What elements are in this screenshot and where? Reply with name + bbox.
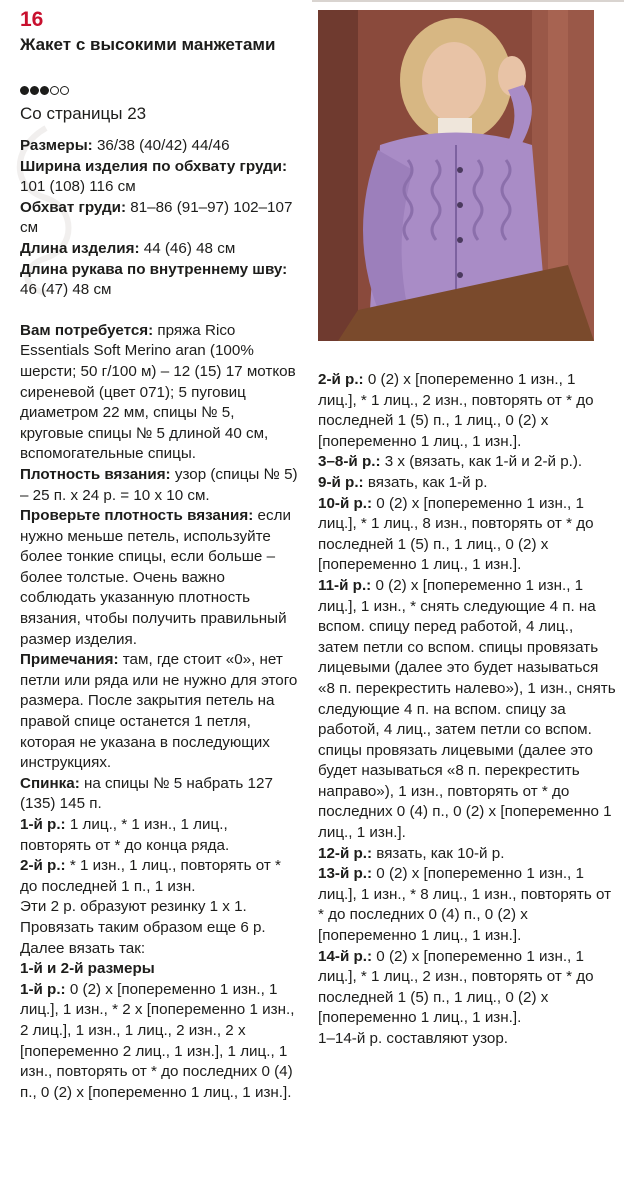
row-paragraph: 9-й р.: вязать, как 1-й р. [318, 473, 488, 491]
difficulty-dot-filled [30, 86, 39, 95]
difficulty-dot-empty [60, 86, 69, 95]
pattern-note: 1–14-й р. составляют узор. [318, 1030, 509, 1047]
row-paragraph: 1-й р.: 0 (2) х [попеременно 1 изн., 1 лиц.], 1 изн., * 2 х [попеременно 1 изн., 2 лиц.], 1 изн., 1 лиц., 2 изн., 2 х [попеременно 2 лиц., 1 изн.], 1 лиц., 1 изн., повторять от * до последних 0 (4) п., 0 (2) х [попеременно 1 лиц., 1 изн.]. [20, 980, 295, 1101]
top-rule [312, 0, 624, 2]
difficulty-rating [20, 86, 69, 95]
back-paragraph: Спинка: на спицы № 5 набрать 127 (135) 145 п. [20, 774, 273, 813]
model-photo-illustration [318, 10, 594, 341]
row-paragraph: 13-й р.: 0 (2) х [попеременно 1 изн., 1 лиц.], 1 изн., * 8 лиц., 1 изн., повторять от * до последних 0 (4) п., 0 (2) х [попеременно 1 лиц., 1 изн.]. [318, 865, 612, 945]
pattern-title: Жакет с высокими манжетами [20, 35, 276, 54]
sizes-line: Размеры: 36/38 (40/42) 44/46 [20, 137, 230, 154]
row-paragraph: 11-й р.: 0 (2) х [попеременно 1 изн., 1 лиц.], 1 изн., * снять следующие 4 п. на вспом. спицу перед работой, 4 лиц., затем петли со вспом. спицы провязать лицевыми (далее это будет называться «8 п. перекрестить налево»), 1 изн., снять следующие 4 п. на вспом. спицу за работой, 4 лиц., затем петли со вспом. спицы провязать лицевыми (далее это будет называться «8 п. перекрестить направо»), 1 изн., повторять от * до последних 0 (4) п., 0 (2) х [попеременно 1 лиц., 1 изн.]. [318, 576, 616, 842]
chest-line: Обхват груди: 81–86 (91–97) 102–107 см [20, 198, 293, 237]
pattern-number: 16 [20, 8, 44, 31]
check-gauge-paragraph: Проверьте плотность вязания: если нужно меньше петель, используйте более тонкие спицы, если больше – более толстые. Очень важно соблюдать указанную плотность вязания, чтобы получить правильный размер изделия. [20, 507, 291, 648]
row-paragraph: 2-й р.: * 1 изн., 1 лиц., повторять от * до последней 1 п., 1 изн. [20, 857, 281, 895]
right-column [318, 370, 618, 1050]
row-paragraph: 14-й р.: 0 (2) х [попеременно 1 изн., 1 лиц.], * 1 лиц., 2 изн., повторять от * до последней 1 (5) п., 1 лиц., 0 (2) х [попеременно 1 лиц., 1 изн.]. [318, 947, 594, 1027]
notes-paragraph: Примечания: там, где стоит «0», нет петли или ряда или не нужно для этого размера. После закрытия петель на правой спице останется 1 петля, которая не указана в последующих инструкциях. [20, 651, 298, 772]
row-paragraph: 3–8-й р.: 3 х (вязать, как 1-й и 2-й р.). [318, 453, 583, 471]
width-line: Ширина изделия по обхвату груди: 101 (108) 116 см [20, 157, 288, 196]
length-line: Длина изделия: 44 (46) 48 см [20, 239, 236, 257]
materials-paragraph: Вам потребуется: пряжа Rico Essentials Soft Merino aran (100% шерсти; 50 г/100 м) – 12 (15) 17 мотков сиреневой (цвет 071); 5 пуговиц диаметром 22 мм, спицы № 5, круговые спицы № 5 длиной 40 см, вспомогательные спицы. [20, 321, 296, 463]
rib-note: Эти 2 р. образуют резинку 1 х 1. Провязать таким образом еще 6 р. Далее вязать так: [20, 898, 266, 957]
source-page: Со страницы 23 [20, 104, 147, 123]
difficulty-dot-filled [20, 86, 29, 95]
difficulty-dot-empty [50, 86, 59, 95]
model-photo [318, 10, 594, 341]
difficulty-dot-filled [40, 86, 49, 95]
left-column [20, 136, 302, 1103]
row-paragraph: 1-й р.: 1 лиц., * 1 изн., 1 лиц., повторять от * до конца ряда. [20, 816, 230, 854]
sizes-heading: 1-й и 2-й размеры [20, 960, 155, 978]
row-paragraph: 10-й р.: 0 (2) х [попеременно 1 изн., 1 лиц.], * 1 лиц., 8 изн., повторять от * до последней 1 (5) п., 1 лиц., 0 (2) х [попеременно 1 лиц., 1 изн.]. [318, 494, 594, 574]
row-paragraph: 12-й р.: вязать, как 10-й р. [318, 844, 505, 862]
row-paragraph: 2-й р.: 0 (2) х [попеременно 1 изн., 1 лиц.], * 1 лиц., 2 изн., повторять от * до последней 1 (5) п., 1 лиц., 0 (2) х [попеременно 1 лиц., 1 изн.]. [318, 371, 594, 450]
gauge-paragraph: Плотность вязания: узор (спицы № 5) – 25 п. х 24 р. = 10 х 10 см. [20, 465, 298, 504]
sleeve-line: Длина рукава по внутреннему шву: 46 (47) 48 см [20, 260, 288, 299]
